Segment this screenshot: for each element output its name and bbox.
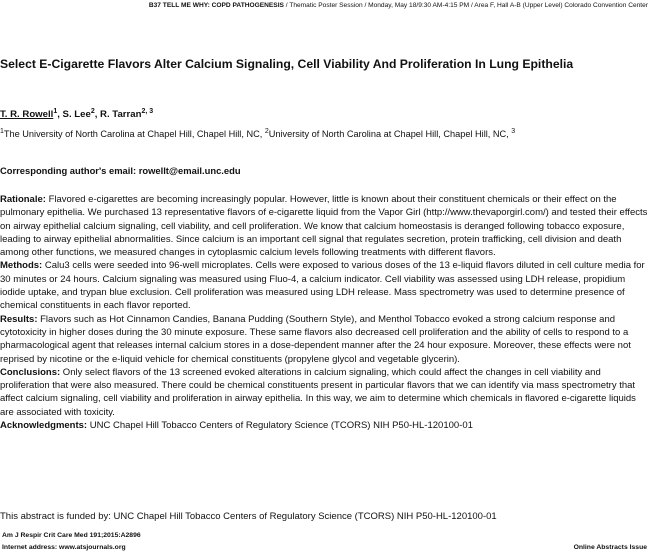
affiliation-text: The University of North Carolina at Chapel Hill, Chapel Hill, NC, (3, 129, 265, 139)
acknowledgments-label: Acknowledgments: (0, 420, 88, 432)
author-affiliation-marker: 2 (90, 108, 95, 115)
session-details: / Thematic Poster Session / Monday, May 18/9:30 AM-4:15 PM / Area F, Hall A-B (Upper Level) Colorado Convention Center (283, 2, 648, 9)
funding-statement: This abstract is funded by: UNC Chapel Hill Tobacco Centers of Regulatory Science (TCORS) NIH P50-HL-120100-01 (0, 511, 497, 522)
affiliation-text: University of North Carolina at Chapel Hill, Chapel Hill, NC, (268, 129, 512, 139)
methods-paragraph (0, 259, 648, 312)
affiliation-marker: 3 (511, 128, 516, 135)
author-name: , S. Lee (57, 109, 91, 120)
internet-address: Internet address: www.atsjournals.org (2, 544, 126, 551)
affiliations (0, 129, 515, 139)
rationale-paragraph (0, 193, 648, 259)
methods-label: Methods: (0, 260, 43, 272)
conclusions-label: Conclusions: (0, 366, 61, 378)
rationale-text: Flavored e-cigarettes are becoming increasingly popular. However, little is known about their constituent chemicals or their effect on the pulmonary epithelia. We purchased 13 representative flavors of e-cigarette liquid from the Vapor Girl (http://www.thevaporgirl.com/) and tested their effects on airway epithelial calcium signaling, cell viability, and cell proliferation. We know that calcium homeostasis is deranged following tobacco exposure, leading to airway epithelial abnormalities. Since calcium is an important cell signal that regulates secretion, protein trafficking, cell division and death among other functions, we measured changes in cytoplasmic calcium levels following treatments with different flavors. (0, 194, 648, 259)
rationale-label: Rationale: (0, 194, 46, 205)
author-affiliation-marker: 1 (53, 108, 58, 115)
conclusions-text: Only select flavors of the 13 screened evoked alterations in calcium signaling, which could affect the changes in cell viability and proliferation that were also measured. There could be chemical constituents present in particular flavors that we can identify via mass spectrometry that affect calcium signaling, cell viability and proliferation in airway epithelia. In this way, we aim to determine which chemicals in flavored e-cigarette liquids are associated with toxicity. (0, 366, 636, 418)
journal-citation: Am J Respir Crit Care Med 191;2015:A2896 (2, 532, 141, 539)
online-abstracts-issue: Online Abstracts Issue (573, 544, 647, 551)
affiliation-marker: 1 (0, 128, 4, 135)
author-list (0, 109, 153, 120)
methods-text: Calu3 cells were seeded into 96-well microplates. Cells were exposed to various doses of the 13 e-liquid flavors diluted in cell culture media for 30 minutes or 24 hours. Calcium signaling was measured using Fluo-4, a calcium indicator. Cell viability was assessed using LDH release, propidium iodide uptake, and trypan blue exclusion. Cell proliferation was measured using LDH release. Mass spectrometry was used to determine presence of chemical constituents in each flavor reported. (0, 260, 645, 312)
results-text: Flavors such as Hot Cinnamon Candies, Banana Pudding (Southern Style), and Menthol Tobacco evoked a strong calcium response and cytotoxicity in higher doses during the 30 minute exposure. These same flavors also decreased cell proliferation and the ability of cells to respond to a pharmacological agent that releases internal calcium stores in a dose-dependent manner after the 24 hour exposure. Moreover, these effects were not reprised by nicotine or the e-liquid vehicle for chemical constituents (propylene glycol and vegetable glycerin). (0, 313, 631, 365)
session-header (0, 0, 650, 12)
results-label: Results: (0, 313, 38, 325)
author-name: T. R. Rowell (0, 109, 54, 120)
abstract-body (0, 193, 648, 432)
acknowledgments-paragraph (0, 419, 648, 432)
acknowledgments-text: UNC Chapel Hill Tobacco Centers of Regulatory Science (TCORS) NIH P50-HL-120100-01 (87, 420, 473, 432)
abstract-title: Select E-Cigarette Flavors Alter Calcium Signaling, Cell Viability And Proliferation In Lung Epithelia (0, 57, 574, 71)
conclusions-paragraph (0, 366, 648, 419)
author-affiliation-marker: 2, 3 (141, 108, 154, 115)
corresponding-author-email: Corresponding author's email: rowellt@email.unc.edu (0, 165, 241, 176)
affiliation-marker: 2 (264, 128, 269, 135)
session-code: B37 TELL ME WHY: COPD PATHOGENESIS (148, 2, 284, 9)
results-paragraph (0, 313, 648, 366)
author-name: , R. Tarran (94, 109, 142, 120)
